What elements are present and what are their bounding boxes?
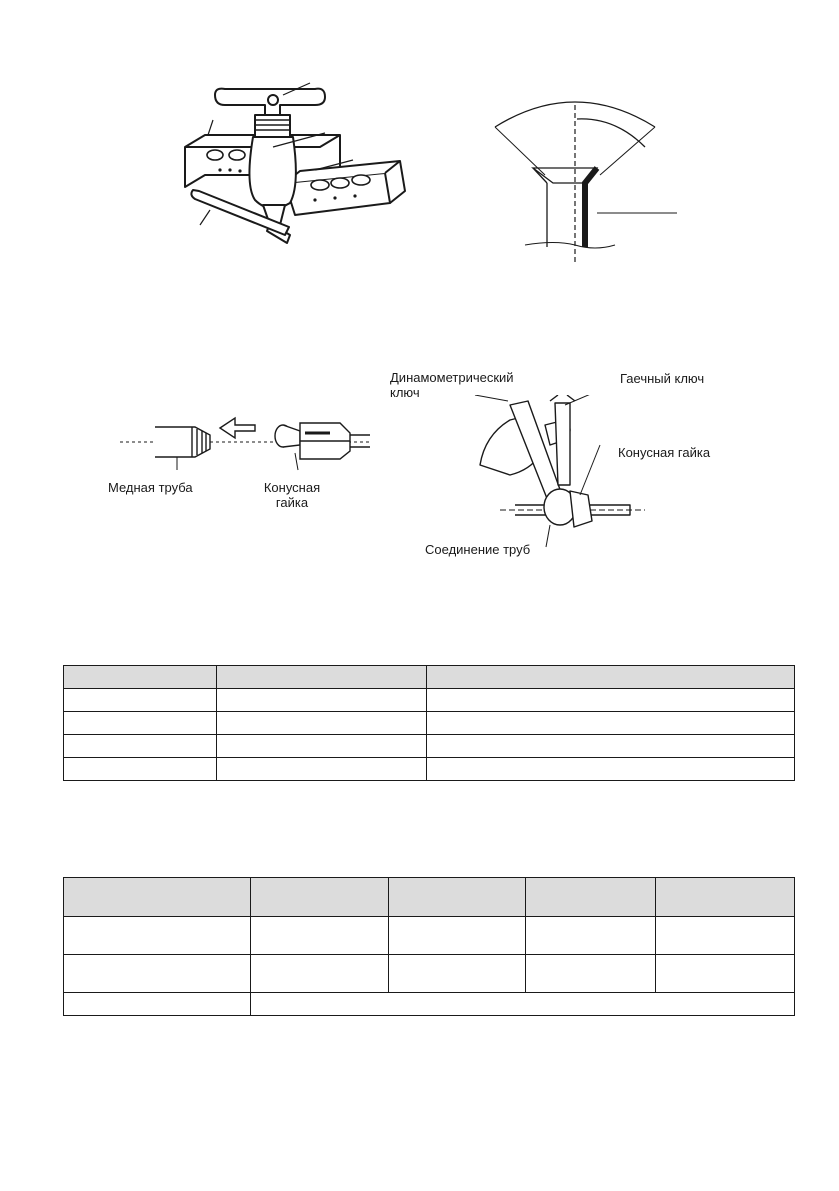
table-cell: [251, 993, 795, 1016]
table-cell: [251, 955, 389, 993]
table-cell: [64, 712, 217, 735]
flare-angle-diagram: [485, 95, 685, 265]
table-cell: [427, 712, 795, 735]
pipe-flare-nut-connection-diagram: [120, 405, 370, 485]
table-header-row: [64, 666, 795, 689]
table-cell: [427, 666, 795, 689]
flaring-tool-illustration: [175, 75, 415, 245]
table-cell: [427, 758, 795, 781]
table-cell: [251, 917, 389, 955]
flare-nut-label-line2: гайка: [275, 495, 309, 510]
table-cell: [251, 878, 389, 917]
wrench-tightening-illustration: [470, 395, 650, 555]
flare-nut-label-line1: Конусная: [263, 480, 321, 495]
table-row: [64, 735, 795, 758]
torque-wrench-label-line1: Динамометрический: [390, 370, 514, 385]
table-cell: [656, 955, 795, 993]
table-cell: [64, 666, 217, 689]
table-cell: [217, 666, 427, 689]
table-row: [64, 917, 795, 955]
spanner-label: Гаечный ключ: [620, 371, 705, 386]
table-cell: [526, 955, 656, 993]
table-2: [63, 877, 795, 1016]
table-cell: [64, 917, 251, 955]
table-cell: [64, 689, 217, 712]
table-cell: [64, 735, 217, 758]
table-row: [64, 758, 795, 781]
table-cell: [217, 735, 427, 758]
torque-wrench-label-line2: ключ: [390, 385, 420, 400]
table-cell: [64, 878, 251, 917]
torque-wrench-label: [390, 370, 514, 400]
table-cell: [217, 689, 427, 712]
table-cell: [656, 878, 795, 917]
table-row: [64, 955, 795, 993]
table-header-row: [64, 878, 795, 917]
table-cell: [427, 689, 795, 712]
table-cell: [427, 735, 795, 758]
flare-nut-tightening-label: Конусная гайка: [618, 445, 711, 460]
table-1: [63, 665, 795, 781]
table-footer-row: [64, 993, 795, 1016]
table-cell: [656, 917, 795, 955]
flare-nut-label: [252, 480, 332, 510]
table-cell: [526, 917, 656, 955]
table-cell: [64, 758, 217, 781]
table-cell: [389, 955, 526, 993]
table-cell: [389, 917, 526, 955]
table-cell: [389, 878, 526, 917]
table-cell: [64, 993, 251, 1016]
table-cell: [526, 878, 656, 917]
table-cell: [64, 955, 251, 993]
table-cell: [217, 758, 427, 781]
table-row: [64, 712, 795, 735]
copper-pipe-label: Медная труба: [108, 480, 193, 495]
pipe-joint-label: Соединение труб: [425, 542, 531, 557]
table-cell: [217, 712, 427, 735]
table-row: [64, 689, 795, 712]
